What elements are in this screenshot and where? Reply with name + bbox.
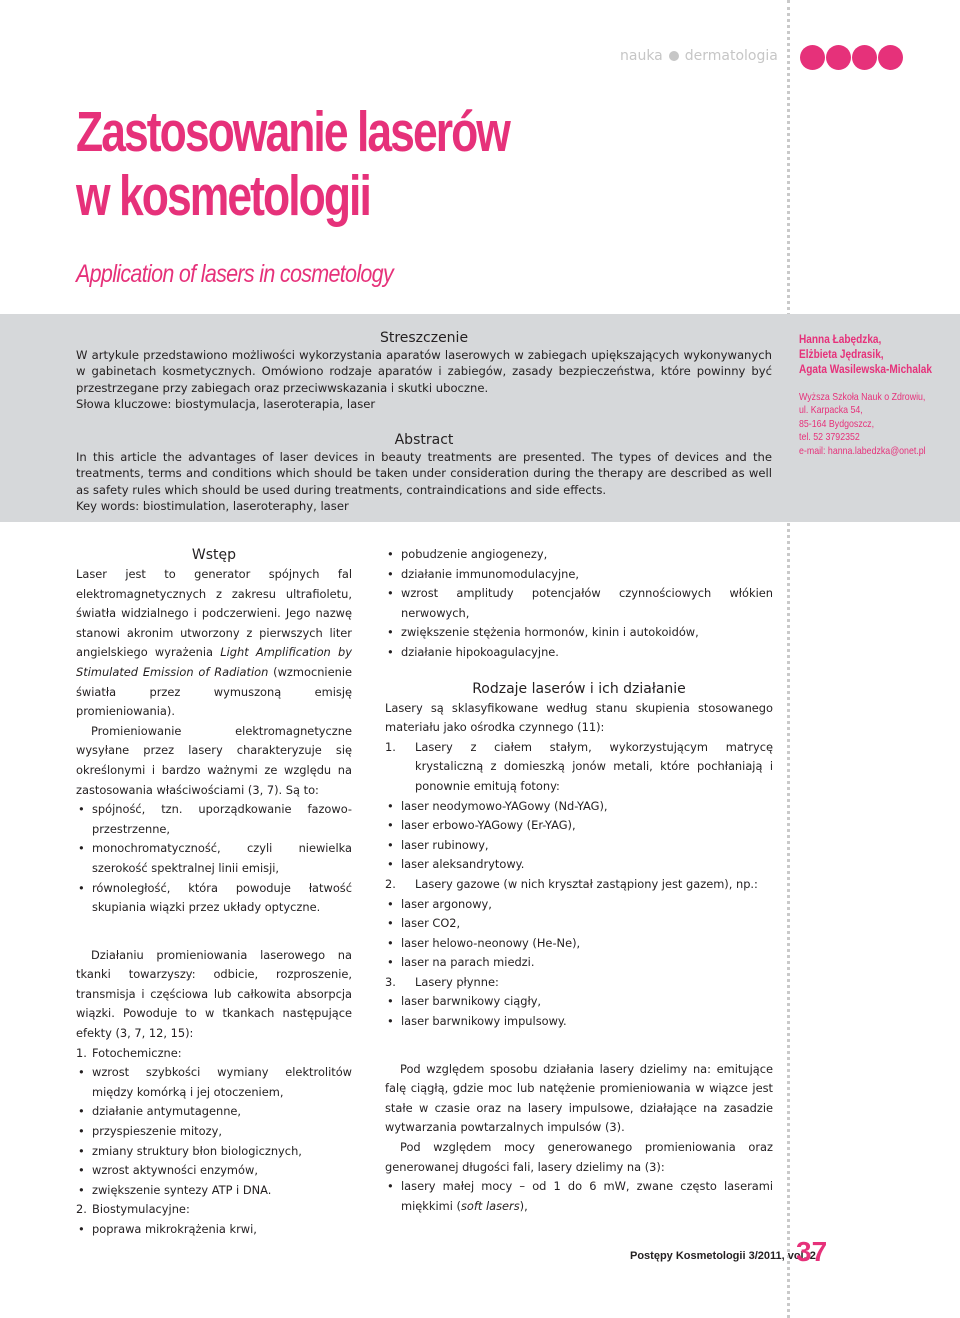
list-item: • równoległość, która powoduje łatwość skupiania wiązki przez układy optyczne. — [76, 879, 352, 918]
gas-lasers-list — [385, 895, 773, 973]
abstract-en-text: In this article the advantages of laser devices in beauty treatments are presented. The types of devices and the treatments, terms and conditions which should be taken under consideration during the therapy are described as well as safety rules which should be used during treatments, contraindications and side effects. — [76, 450, 772, 497]
list-item: • spójność, tzn. uporządkowanie fazowo-przestrzenne, — [76, 800, 352, 839]
numbered-item: 2. Biostymulacyjne: — [76, 1202, 190, 1217]
classification-paragraph: Lasery są sklasyfikowane według stanu skupienia stosowanego materiału jako ośrodka czynnego (11): — [385, 700, 773, 735]
abstract-en-keywords: Key words: biostimulation, laseroteraphy, laser — [76, 498, 349, 513]
author-name: Hanna Łabędzka, — [799, 332, 882, 346]
list-item: • laser rubinowy, — [385, 836, 773, 856]
section-header — [620, 48, 778, 64]
power-list — [385, 1177, 773, 1216]
author-name: Agata Wasilewska-Michalak — [799, 362, 932, 376]
list-item: • poprawa mikrokrążenia krwi, — [76, 1220, 352, 1240]
author-address — [799, 391, 929, 458]
dot-icon — [878, 45, 903, 70]
abstract-pl-keywords: Słowa kluczowe: biostymulacja, laseroterapia, laser — [76, 396, 376, 411]
list-item: • wzrost szybkości wymiany elektrolitów między komórką i jej otoczeniem, — [76, 1063, 352, 1102]
list-item: • monochromatyczność, czyli niewielka szerokość spektralnej linii emisji, — [76, 839, 352, 878]
list-item: • zwiększenie stężenia hormonów, kinin i autokoidów, — [385, 623, 773, 643]
address-line: 85-164 Bydgoszcz, — [799, 417, 875, 430]
list-item: • laser barwnikowy impulsowy. — [385, 1012, 773, 1032]
properties-paragraph: Promieniowanie elektromagnetyczne wysyłane przez lasery charakteryzuje się określonymi i bardzo ważnymi ze względu na zastosowania właściwościami (3, 7). Są to: — [76, 723, 352, 797]
address-line: ul. Karpacka 54, — [799, 404, 863, 417]
authors-block — [799, 332, 954, 458]
list-item: • laser argonowy, — [385, 895, 773, 915]
bullet-dot-icon — [669, 51, 679, 61]
list-item: • wzrost aktywności enzymów, — [76, 1161, 352, 1181]
section-label-dermatology: dermatologia — [684, 48, 778, 64]
list-item: • laser na parach miedzi. — [385, 953, 773, 973]
list-item: • działanie hipokoagulacyjne. — [385, 643, 773, 663]
list-item: • lasery małej mocy – od 1 do 6 mW, zwane często laserami miękkimi (soft lasers), — [385, 1177, 773, 1216]
list-item: • pobudzenie angiogenezy, — [385, 545, 773, 565]
dot-icon — [852, 45, 877, 70]
numbered-item: 2. Lasery gazowe (w nich kryształ zastąpiony jest gazem), np.: — [385, 876, 758, 891]
list-item: • laser helowo-neonowy (He-Ne), — [385, 934, 773, 954]
decorative-dots — [800, 45, 903, 70]
section-heading-laser-types: Rodzaje laserów i ich działanie — [472, 680, 686, 697]
operation-mode-paragraph: Pod względem sposobu działania lasery dzielimy na: emitujące falę ciągłą, gdzie moc lub natężenie promieniowania w wiązce jest stałe w czasie oraz na lasery impulsowe, działające na zasadzie wytwarzania powtarzalnych impulsów (3). — [385, 1061, 773, 1135]
list-item: • działanie immunomodulacyjne, — [385, 565, 773, 585]
article-title — [76, 100, 622, 228]
liquid-lasers-list — [385, 992, 773, 1031]
author-name: Elżbieta Jędrasik, — [799, 347, 884, 361]
solid-state-lasers-list — [385, 797, 773, 875]
intro-paragraph: Laser jest to generator spójnych fal elektromagnetycznych z zakresu ultrafioletu, światła widzialnego i podczerwieni. Jego nazwę stanowi akronim utworzony z pierwszych liter angielskiego wyrażenia Light Amplification by Stimulated Emission of Radiation (wzmocnienie światła przez wymuszoną emisję promieniowania). — [76, 567, 352, 719]
list-item: • laser CO2, — [385, 914, 773, 934]
abstract-block — [76, 330, 772, 514]
section-heading-intro: Wstęp — [191, 547, 237, 563]
dotted-divider — [787, 0, 790, 1318]
section-label-science: nauka — [620, 48, 663, 64]
list-item: • zwiększenie syntezy ATP i DNA. — [76, 1181, 352, 1201]
list-item: • wzrost amplitudy potencjałów czynnościowych włókien nerwowych, — [385, 584, 773, 623]
journal-footer: Postępy Kosmetologii 3/2011, vol. 2 — [630, 1250, 816, 1262]
title-line-2: w kosmetologii — [76, 164, 370, 228]
list-item: • laser aleksandrytowy. — [385, 855, 773, 875]
title-line-1: Zastosowanie laserów — [76, 100, 509, 164]
properties-list — [76, 800, 352, 918]
address-line: tel. 52 3792352 — [799, 431, 860, 444]
biostimulation-list — [76, 1220, 352, 1240]
author-names — [799, 332, 932, 377]
list-item: • przyspieszenie mitozy, — [76, 1122, 352, 1142]
abstract-pl-text: W artykule przedstawiono możliwości wykorzystania aparatów laserowych w zabiegach upiększających wykonywanych w gabinetach kosmetycznych. Omówiono rodzaje aparatów i zabiegów, zasady bezpieczeństwa, które powinny być przestrzegane przy zabiegach oraz przeciwwskazania i skutki uboczne. — [76, 348, 772, 395]
list-item: • zmiany struktury błon biologicznych, — [76, 1142, 352, 1162]
list-item: • laser neodymowo-YAGowy (Nd-YAG), — [385, 797, 773, 817]
abstract-en-heading: Abstract — [394, 432, 454, 449]
tissue-effects-paragraph: Działaniu promieniowania laserowego na tkanki towarzyszy: odbicie, rozproszenie, transmisja i częściowa lub całkowita absorpcja wiązki. Powoduje to w tkankach następujące efekty (3, 7, 12, 15): — [76, 947, 352, 1041]
list-item: • laser barwnikowy ciągły, — [385, 992, 773, 1012]
power-paragraph: Pod względem mocy generowanego promieniowania oraz generowanej długości fali, lasery dzielimy na (3): — [385, 1140, 773, 1174]
left-column — [76, 545, 352, 1240]
dot-icon — [800, 45, 825, 70]
numbered-item: 3. Lasery płynne: — [385, 974, 499, 989]
dot-icon — [826, 45, 851, 70]
page-number: 37 — [796, 1236, 828, 1267]
list-item: • działanie antymutagenne, — [76, 1102, 352, 1122]
address-line: Wyższa Szkoła Nauk o Zdrowiu, — [799, 391, 926, 403]
author-email: e-mail: hanna.labedzka@onet.pl — [799, 444, 926, 457]
right-column — [385, 545, 773, 1216]
numbered-item: 1. Fotochemiczne: — [76, 1045, 182, 1060]
biostimulation-list-continued — [385, 545, 773, 663]
list-item: • laser erbowo-YAGowy (Er-YAG), — [385, 816, 773, 836]
acronym-expansion: Light Amplification by Stimulated Emission of Radiation — [76, 645, 352, 679]
abstract-pl-heading: Streszczenie — [379, 330, 469, 346]
photochemical-list — [76, 1063, 352, 1200]
numbered-item: 1. Lasery z ciałem stałym, wykorzystującym matrycę krystaliczną z domieszką jonów metali, które pochłaniają i ponownie emitują fotony: — [385, 739, 773, 793]
article-subtitle: Application of lasers in cosmetology — [76, 260, 394, 288]
